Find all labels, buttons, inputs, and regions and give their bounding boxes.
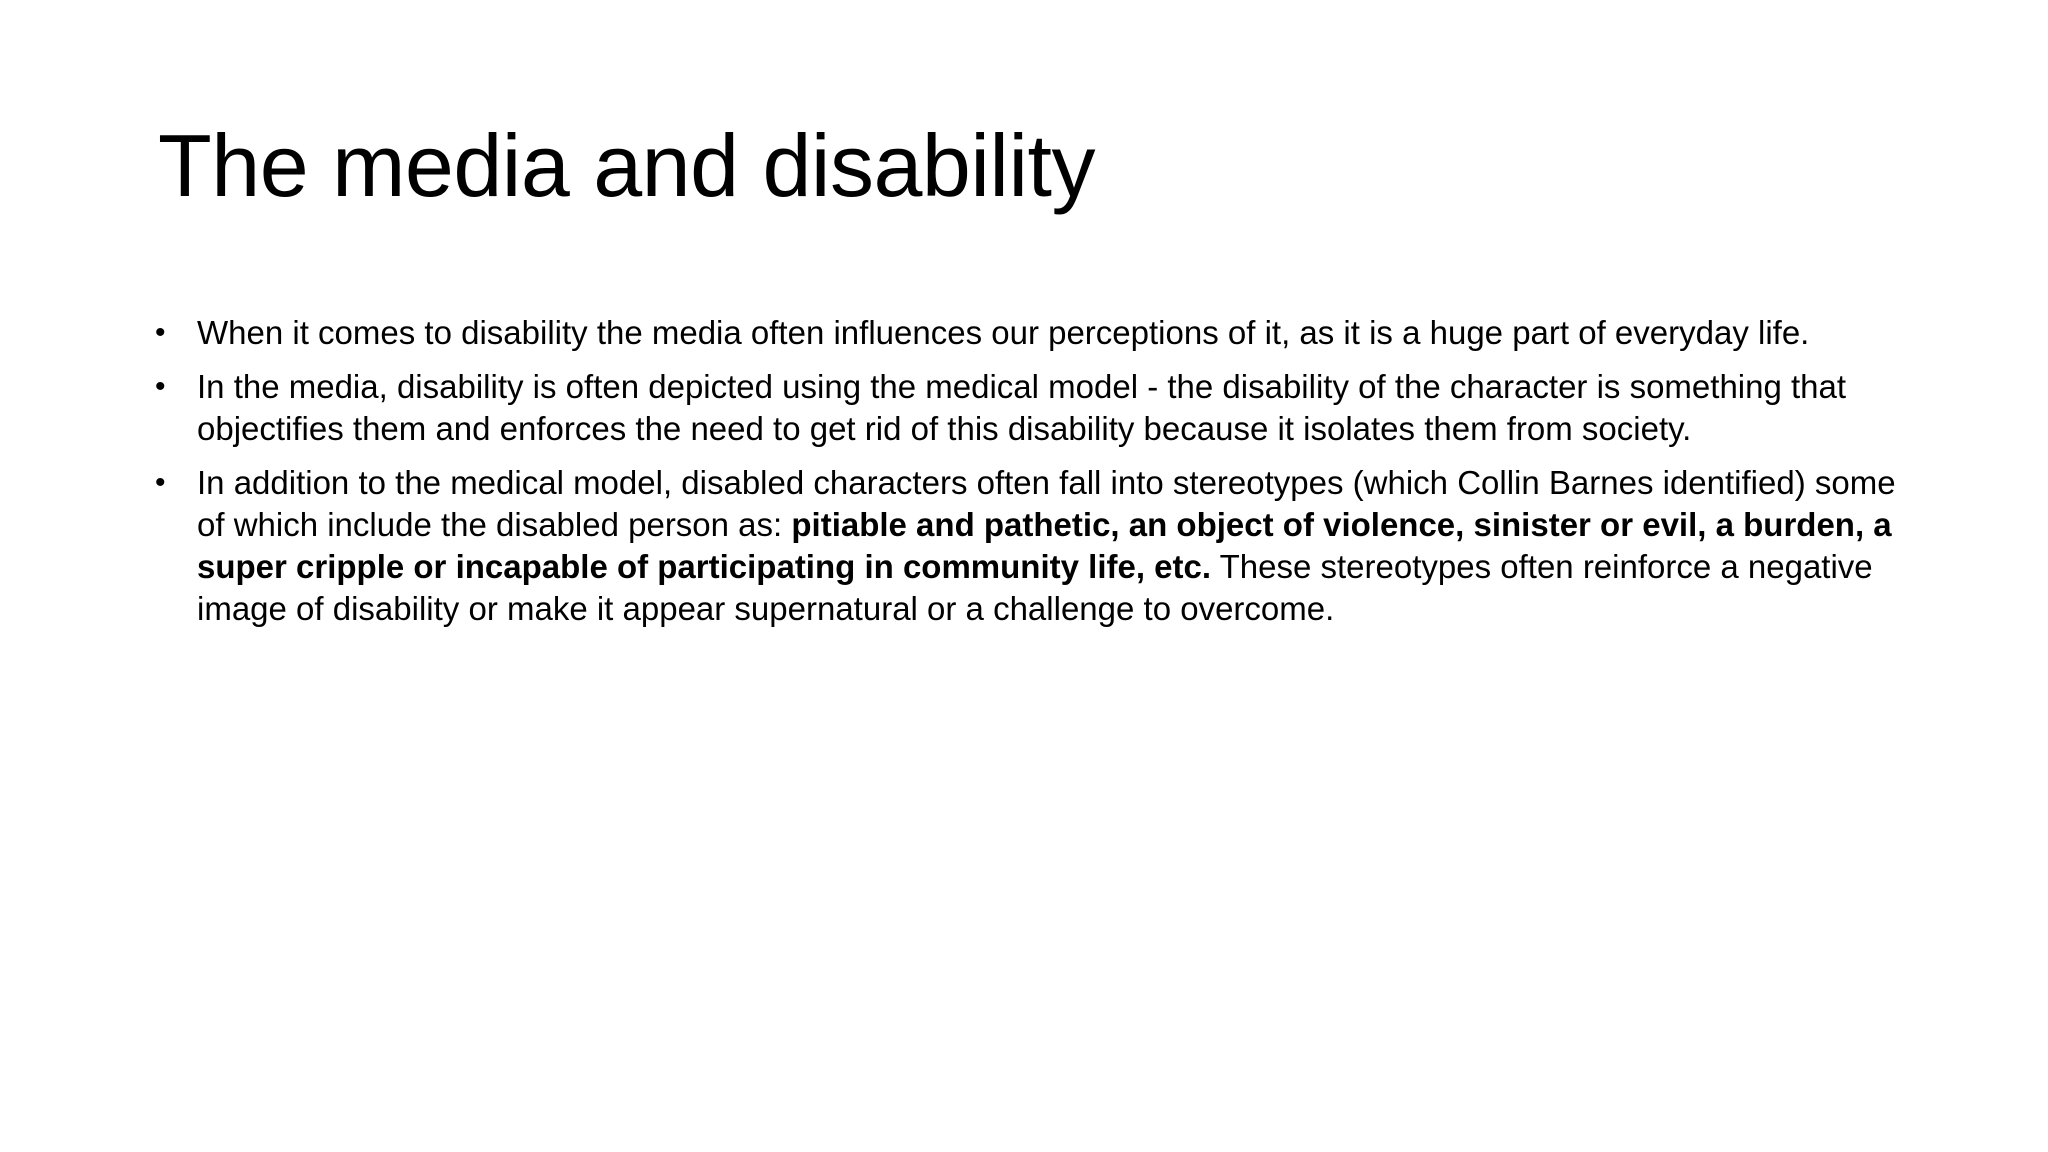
bullet-item-2 (155, 366, 1915, 450)
bullet-icon: • (155, 316, 166, 349)
bullet-list (155, 312, 1915, 642)
bullet-text-stereotypes-bold: pitiable and pathetic, an object of violence, sinister or evil, a burden, a super cripple or incapable of participating in community life, etc. (197, 506, 1892, 585)
bullet-item-1 (155, 312, 1915, 354)
bullet-icon: • (155, 370, 166, 403)
bullet-item-3 (155, 462, 1915, 630)
bullet-text: In the media, disability is often depicted using the medical model - the disability of the character is something that objectifies them and enforces the need to get rid of this disability because it isolates them from society. (197, 368, 1847, 447)
bullet-text-conclusion: These stereotypes often reinforce a negative image of disability or make it appear supernatural or a challenge to overcome. (197, 548, 1873, 627)
bullet-text: When it comes to disability the media often influences our perceptions of it, as it is a huge part of everyday life. (197, 314, 1810, 351)
bullet-icon: • (155, 466, 166, 499)
slide-title: The media and disability (158, 116, 1095, 215)
bullet-text-intro: In addition to the medical model, disabled characters often fall into stereotypes (which Collin Barnes identified) some of which include the disabled person as: (197, 464, 1896, 543)
